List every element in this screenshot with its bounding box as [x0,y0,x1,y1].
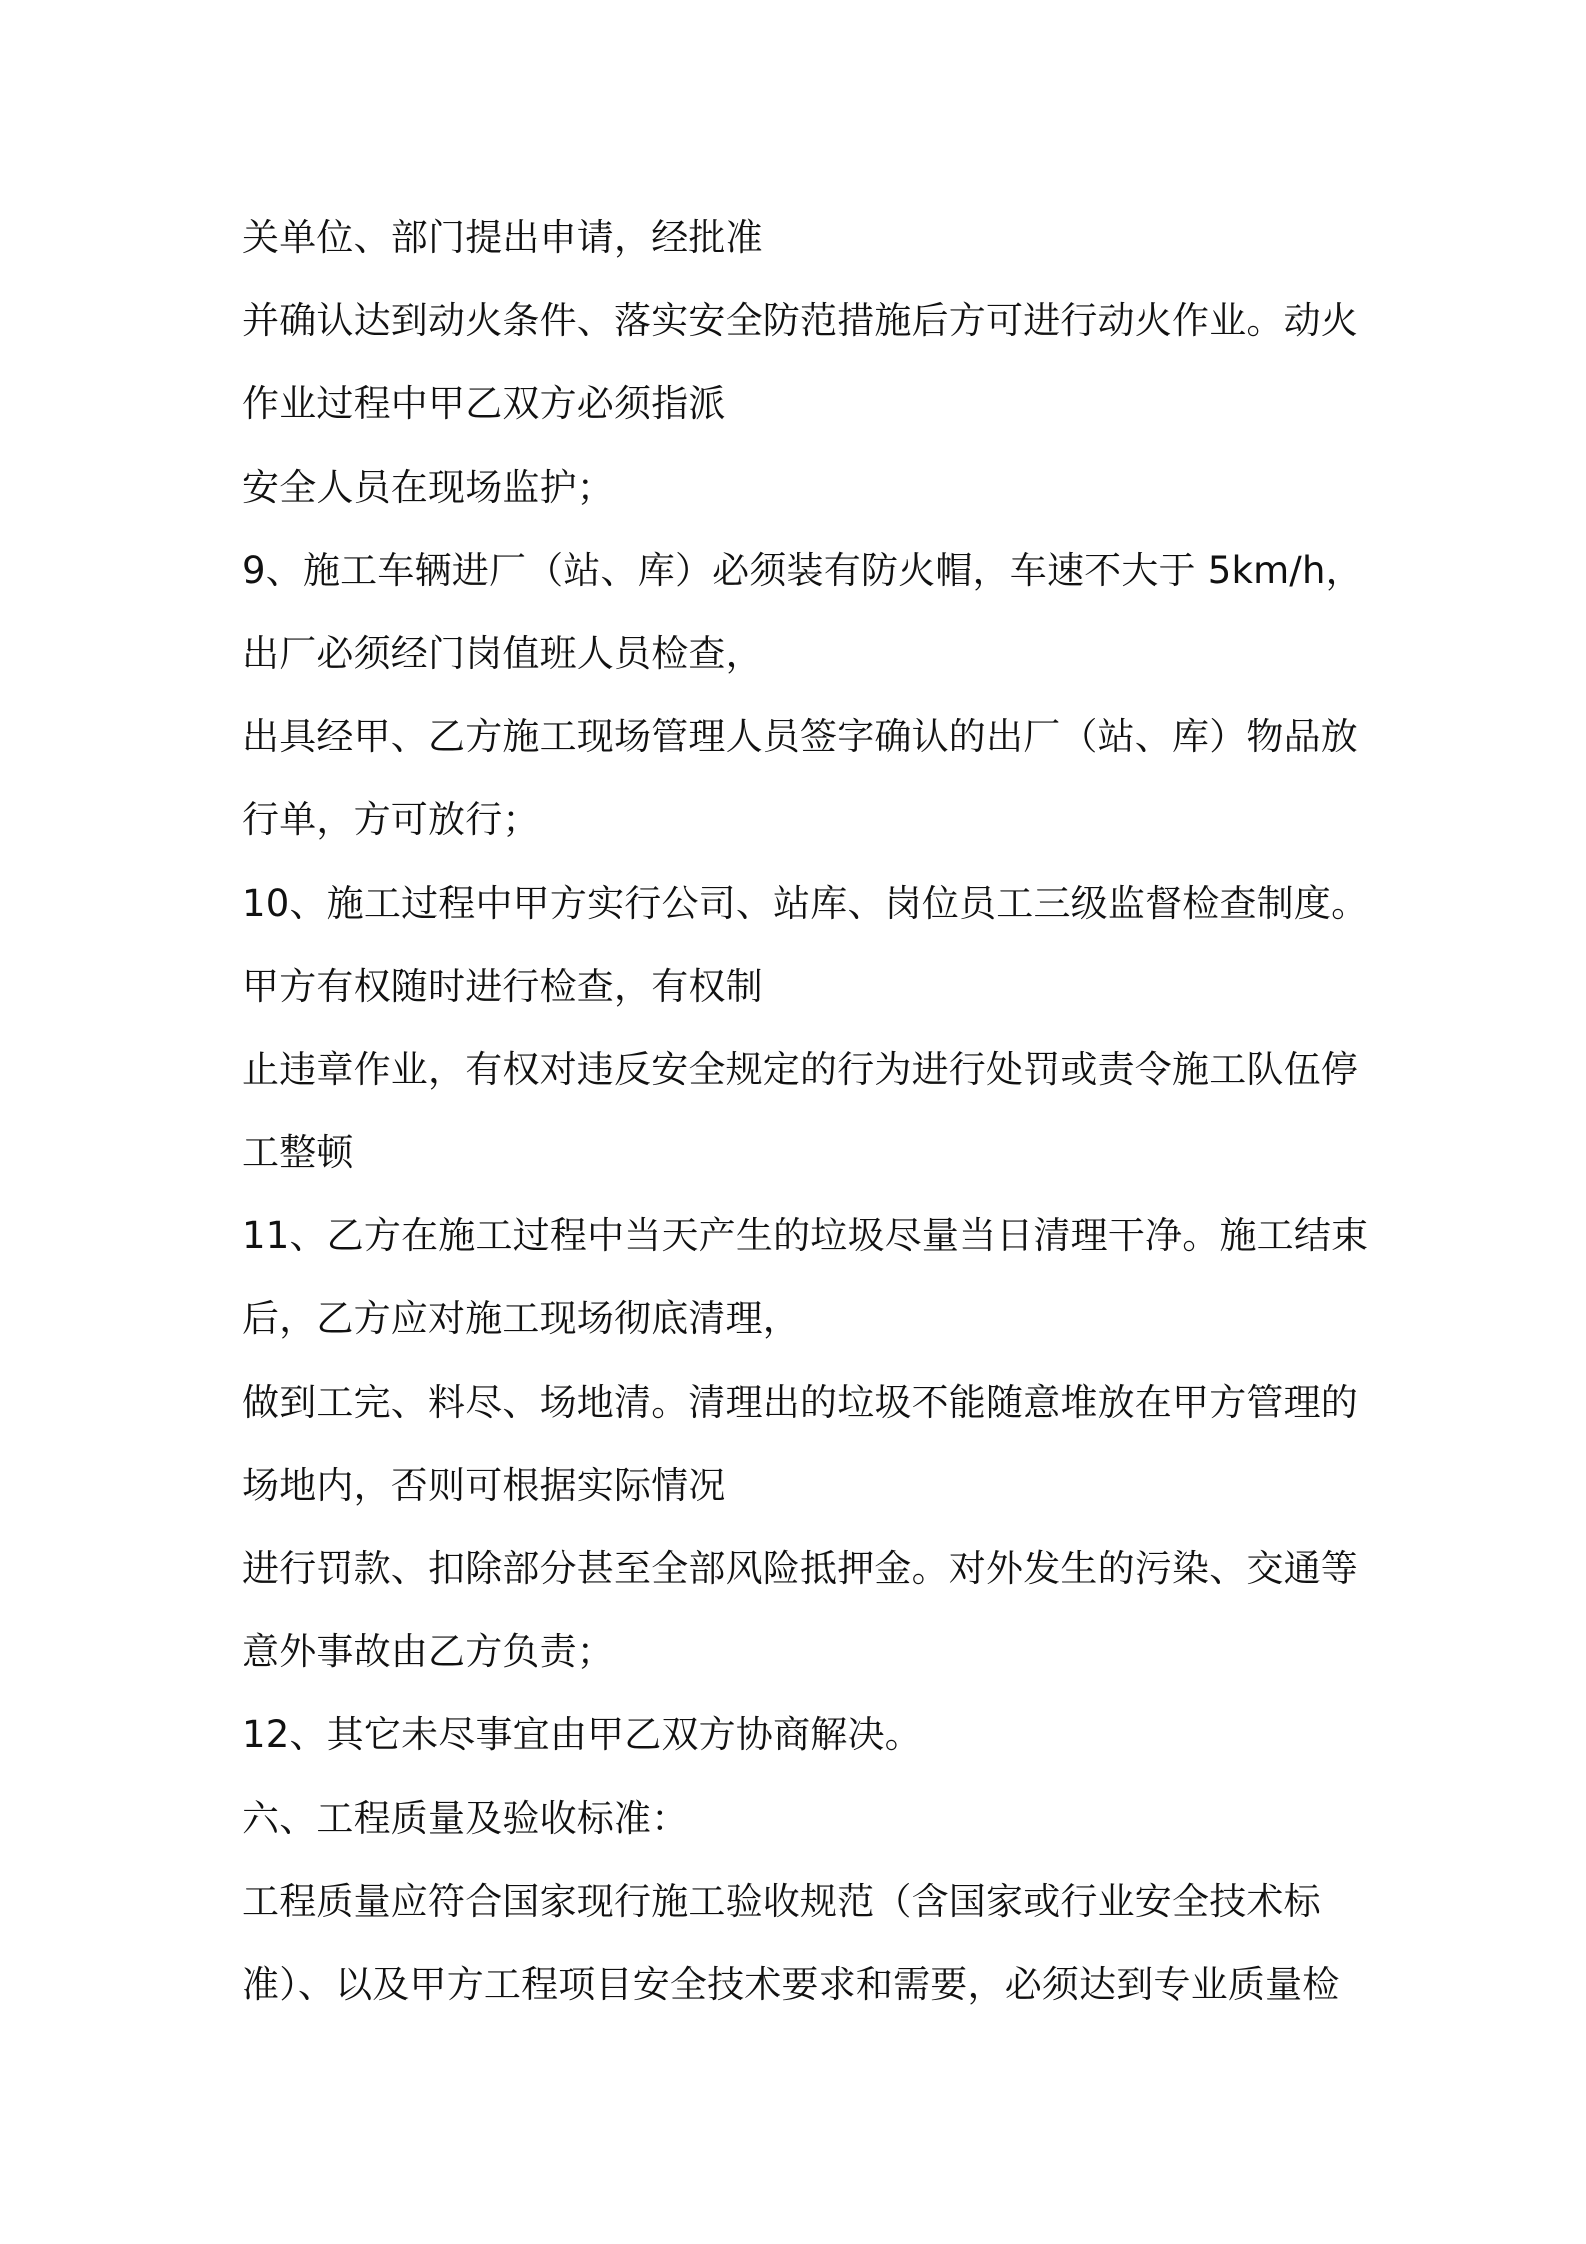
text-line: 进行罚款、扣除部分甚至全部风险抵押金。对外发生的污染、交通等 [242,1547,1358,1590]
text-line: 六、工程质量及验收标准： [242,1796,689,1840]
text-line: 场地内，否则可根据实际情况 [242,1463,726,1507]
text-line: 出具经甲、乙方施工现场管理人员签字确认的出厂（站、库）物品放 [242,715,1358,759]
text-line: 做到工完、料尽、场地清。清理出的垃圾不能随意堆放在甲方管理的 [242,1380,1358,1424]
text-line: 并确认达到动火条件、落实安全防范措施后方可进行动火作业。动火 [242,299,1358,343]
text-line: 意外事故由乙方负责； [242,1630,614,1674]
text-line: 出厂必须经门岗值班人员检查， [242,631,763,675]
document-body [242,196,1369,2026]
text-line: 作业过程中甲乙双方必须指派 [242,382,726,426]
text-line: 11、乙方在施工过程中当天产生的垃圾尽量当日清理干净。施工结束 [242,1214,1369,1258]
text-line: 工程质量应符合国家现行施工验收规范（含国家或行业安全技术标 [242,1879,1321,1923]
text-line: 安全人员在现场监护； [242,465,614,509]
text-line: 10、施工过程中甲方实行公司、站库、岗位员工三级监督检查制度。 [242,881,1369,925]
text-line: 甲方有权随时进行检查，有权制 [242,964,763,1008]
text-line: 行单，方可放行； [242,798,540,842]
text-line: 后，乙方应对施工现场彻底清理， [242,1297,800,1341]
text-line: 关单位、部门提出申请，经批准 [242,216,763,259]
text-line: 12、其它未尽事宜由甲乙双方协商解决。 [242,1713,922,1757]
text-line: 准）、以及甲方工程项目安全技术要求和需要，必须达到专业质量检 [242,1962,1340,2006]
text-line: 止违章作业，有权对违反安全规定的行为进行处罚或责令施工队伍停 [242,1047,1358,1091]
text-line: 工整顿 [242,1131,354,1175]
text-line: 9、施工车辆进厂（站、库）必须装有防火帽，车速不大于 5km/h， [242,548,1363,592]
